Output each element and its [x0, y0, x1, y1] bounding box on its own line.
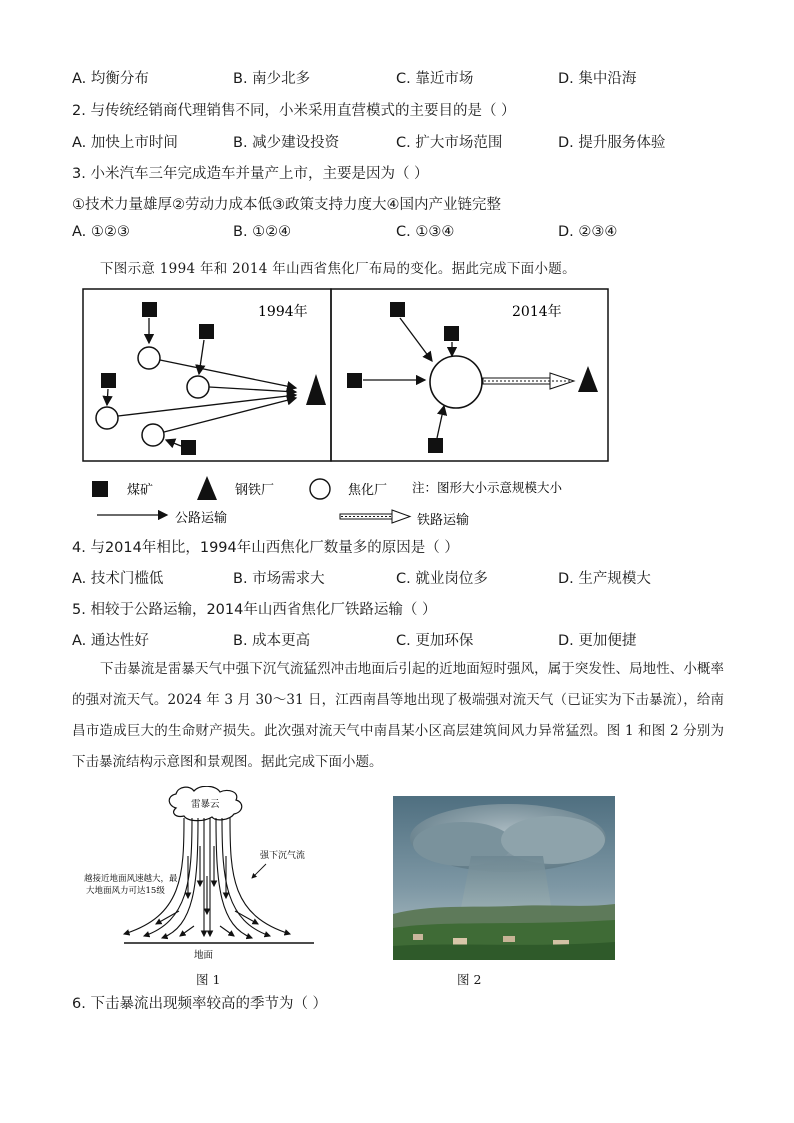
coke-plant-icon [187, 376, 209, 398]
q1-option-c: C. 靠近市场 [396, 71, 474, 87]
q3-option-b: B. ①②④ [233, 224, 292, 240]
q3-option-a: A. ①②③ [72, 224, 130, 240]
legend-rail: 铁路运输 [417, 513, 470, 528]
q2-option-d: D. 提升服务体验 [558, 135, 666, 151]
q5-stem: 5. 相较于公路运输，2014年山西省焦化厂铁路运输（ ） [72, 602, 437, 618]
ground-label: 地面 [194, 950, 214, 961]
q3-statements: ①技术力量雄厚②劳动力成本低③政策支持力度大④国内产业链完整 [72, 197, 501, 213]
coke-plant-icon [430, 356, 482, 408]
q5-option-a: A. 通达性好 [72, 633, 149, 649]
downburst-intro: 下击暴流是雷暴天气中强下沉气流猛烈冲击地面后引起的近地面短时强风，属于突发性、局地性、小概率的强对流天气。2024 年 3 月 30～31 日，江西南昌等地出现了极端强对流天气（已证实为下击暴流），给南昌市造成巨大的生命财产损失。此次强对流天气中南昌某小区高层建筑间风力异常猛烈。图 1 和图 2 分别为下击暴流结构示意图和景观图。据此完成下面小题。 [72, 661, 724, 770]
legend-road: 公路运输 [175, 511, 228, 526]
panel-1994 [96, 302, 326, 455]
steel-plant-icon [306, 374, 326, 405]
coal-mine-icon [199, 324, 214, 339]
steel-plant-icon [197, 476, 217, 500]
q2-option-a: A. 加快上市时间 [72, 135, 178, 151]
q6-stem: 6. 下击暴流出现频率较高的季节为（ ） [72, 996, 328, 1012]
coal-mine-icon [181, 440, 196, 455]
q4-option-a: A. 技术门槛低 [72, 571, 164, 587]
steel-plant-icon [578, 366, 598, 392]
wind-note-line1: 越接近地面风速越大，最 [84, 874, 178, 884]
q3-option-d: D. ②③④ [558, 224, 618, 240]
coal-mine-icon [101, 373, 116, 388]
q1-option-b: B. 南少北多 [233, 71, 311, 87]
q1-option-d: D. 集中沿海 [558, 71, 637, 87]
legend-note: 注：图形大小示意规模大小 [412, 480, 563, 495]
label-1994: 1994年 [258, 304, 308, 320]
q4-option-c: C. 就业岗位多 [396, 571, 488, 587]
coal-mine-icon [142, 302, 157, 317]
q5-option-b: B. 成本更高 [233, 633, 311, 649]
figure2-caption: 图 2 [457, 972, 482, 987]
coke-plant-figure [82, 288, 612, 534]
figure1-caption: 图 1 [196, 972, 221, 987]
label-2014: 2014年 [512, 304, 562, 320]
panel-2014 [347, 302, 598, 453]
q3-option-c: C. ①③④ [396, 224, 455, 240]
legend-coal: 煤矿 [127, 483, 154, 498]
coke-intro: 下图示意 1994 年和 2014 年山西省焦化厂布局的变化。据此完成下面小题。 [100, 261, 576, 277]
wind-note-line2: 大地面风力可达15级 [86, 886, 165, 896]
coke-plant-icon [310, 479, 330, 499]
q2-option-b: B. 减少建设投资 [233, 135, 340, 151]
q4-stem: 4. 与2014年相比，1994年山西焦化厂数量多的原因是（ ） [72, 540, 459, 556]
q5-option-c: C. 更加环保 [396, 633, 474, 649]
coke-plant-icon [142, 424, 164, 446]
coke-plant-icon [138, 347, 160, 369]
downburst-photo [393, 796, 615, 960]
q2-stem: 2. 与传统经销商代理销售不同，小米采用直营模式的主要目的是（ ） [72, 103, 516, 119]
legend-steel: 钢铁厂 [235, 483, 275, 498]
q3-stem: 3. 小米汽车三年完成造车并量产上市，主要是因为（ ） [72, 166, 429, 182]
q2-option-c: C. 扩大市场范围 [396, 135, 503, 151]
coal-mine-icon [444, 326, 459, 341]
coal-mine-icon [390, 302, 405, 317]
downburst-structure-diagram [84, 786, 336, 964]
q1-option-a: A. 均衡分布 [72, 71, 149, 87]
legend-coke: 焦化厂 [348, 483, 388, 498]
coal-mine-icon [92, 481, 108, 497]
coal-mine-icon [428, 438, 443, 453]
q4-option-d: D. 生产规模大 [558, 571, 651, 587]
coal-mine-icon [347, 373, 362, 388]
q4-option-b: B. 市场需求大 [233, 571, 325, 587]
downdraft-label: 强下沉气流 [260, 851, 306, 861]
legend [92, 476, 563, 528]
q5-option-d: D. 更加便捷 [558, 633, 637, 649]
cloud-label: 雷暴云 [191, 799, 220, 810]
coke-plant-icon [96, 407, 118, 429]
